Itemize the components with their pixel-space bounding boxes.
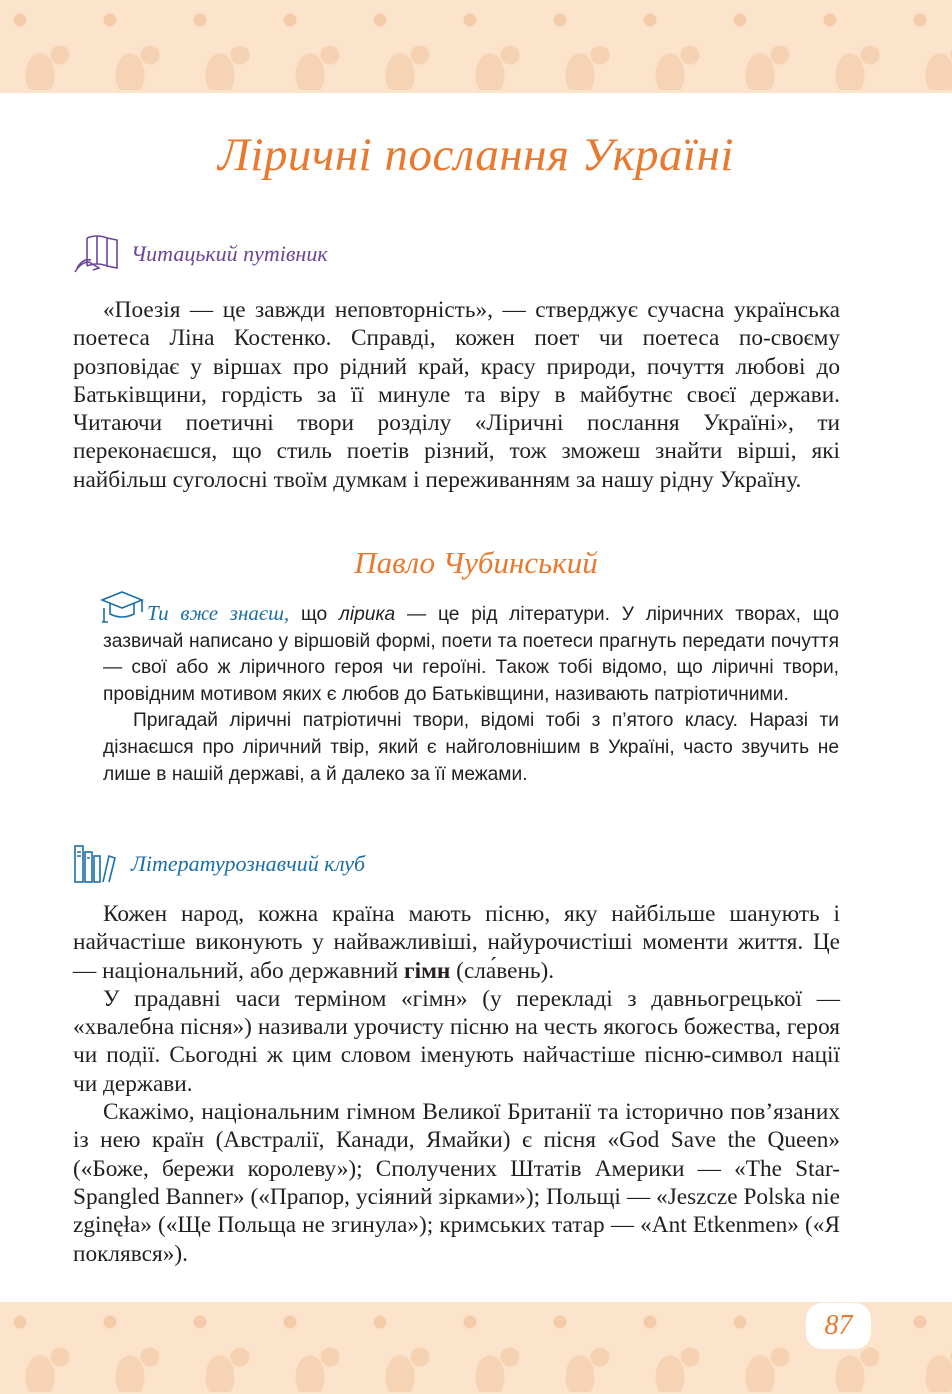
you-already-know-box	[103, 600, 839, 788]
club-paragraph-1	[73, 900, 840, 985]
know-text-b: — це рід літератури. У ліричних творах, що зазвичай написано у віршовій формі, поети та поетеси прагнуть передати почуття — свої або ж ліричного героя чи героїні. Також тобі відомо, що ліричні твори, провідним мотивом яких є любов до Батьківщини, називають патріотичними.	[103, 604, 840, 705]
club-paragraph-2: У прадавні часи терміном «гімн» (у перекладі з давньогрецької — «хвалебна пісня») називали урочисту пісню на честь якогось божества, героя чи події. Сьогодні ж цим словом іменують найчастіше пісню-символ нації чи держави.	[73, 985, 840, 1097]
intro-text	[73, 296, 840, 494]
club-paragraph-3: Скажімо, національним гімном Великої Британії та історично пов’язаних із нею країн (Австралії, Канади, Ямайки) є пісня «God Save the Queen» («Боже, бережи королеву»); Сполучених Штатів Америки — «The Star-Spangled Banner» («Прапор, усіяний зірками»); Польщі — «Jeszcze Polska nie zginęła» («Ще Польща не згинула»); кримських татар — «Ant Etkenmen» («Я поклявся»).	[73, 1099, 840, 1267]
know-paragraph-2: Пригадай ліричні патріотичні твори, відомі тобі з п’ятого класу. Наразі ти дізнаєшся про ліричний твір, який є найголовнішим в Україні, часто звучить не лише в нашій державі, а й далеко за її межами.	[103, 710, 839, 785]
literary-club-label: Літературознавчий клуб	[131, 851, 366, 876]
club-text	[73, 900, 840, 1268]
open-book-hand-icon	[73, 232, 121, 276]
author-heading: Павло Чубинський	[354, 545, 598, 580]
bookshelf-icon	[73, 842, 121, 886]
page-number: 87	[806, 1303, 871, 1349]
reader-guide-label: Читацький путівник	[131, 241, 328, 266]
know-term: лірика	[339, 604, 396, 625]
intro-paragraph: «Поезія — це завжди неповторність», — стверджує сучасна українська поетеса Ліна Костенко. Справді, кожен поет чи поетеса по-своєму розповідає у віршах про рідний край, красу природи, почуття любові до Батьківщини, гордість за її минуле та віру в майбутнє своєї держави. Читаючи поетичні твори розділу «Ліричні послання Україні», ти переконаєшся, що стиль поетів різний, тож зможеш знайти вірші, які найбільш суголосні твоїм думкам і переживанням за нашу рідну Україну.	[73, 297, 840, 493]
know-paragraph-1	[103, 600, 839, 708]
club-term: гімн	[404, 957, 451, 984]
ornamental-header-band	[0, 0, 952, 93]
reader-guide-heading	[73, 232, 328, 276]
know-text-a: що	[289, 604, 340, 625]
club-text-a: Кожен народ, кожна країна мають пісню, яку найбільше шанують і найчастіше виконують у найважливіші, найурочистіші моменти життя. Це — національний, або державний	[73, 901, 840, 984]
literary-club-heading	[73, 842, 365, 886]
club-text-b: (сла́вень).	[450, 957, 555, 984]
know-lead: Ти вже знаєш,	[147, 601, 290, 625]
page-title: Ліричні послання Україні	[218, 129, 734, 181]
